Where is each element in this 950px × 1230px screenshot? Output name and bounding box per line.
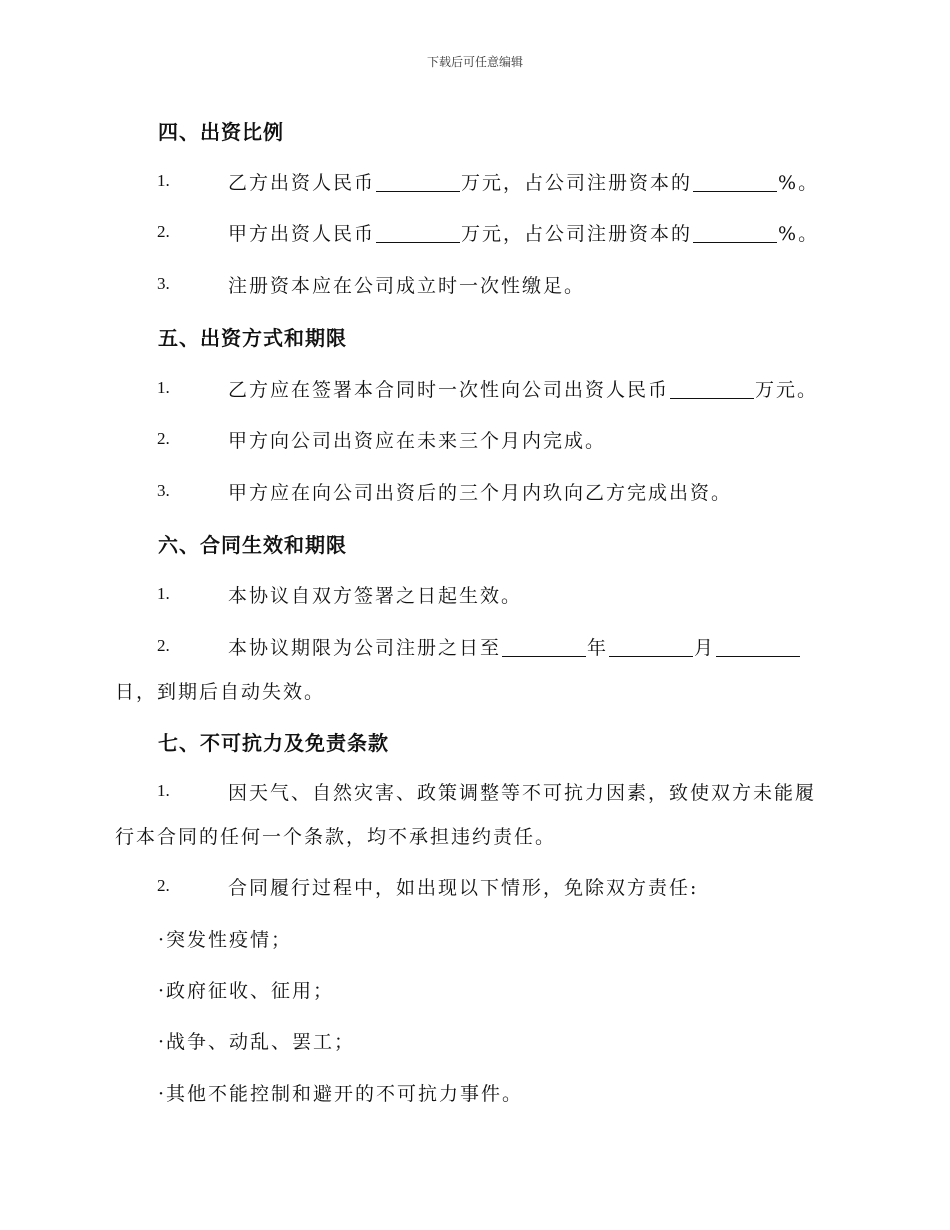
blank-field[interactable] [376,224,460,243]
clause-number: 2. [157,222,170,241]
clause-number: 2. [157,636,170,655]
blank-field[interactable] [693,224,777,243]
clause-text: 本协议期限为公司注册之日至 年 月 [228,633,801,660]
clause-text-continuation: 行本合同的任何一个条款，均不承担违约责任。 [115,826,557,848]
blank-field[interactable] [693,173,777,192]
clause-text: 因天气、自然灾害、政策调整等不可抗力因素，致使双方未能履 [228,782,817,804]
clause-number: 1. [157,171,170,190]
clause-number: 1. [157,781,170,800]
blank-field[interactable] [376,173,460,192]
clause-text: 甲方向公司出资应在未来三个月内完成。 [228,430,607,452]
clause-text: 甲方出资人民币 万元，占公司注册资本的 %。 [228,223,820,245]
bullet-item: ·战争、动乱、罢工； [158,1031,356,1053]
blank-field[interactable] [502,638,586,657]
clause-text: 乙方应在签署本合同时一次性向公司出资人民币 万元。 [228,379,819,401]
clause-text: 合同履行过程中，如出现以下情形，免除双方责任: [228,877,699,899]
clause-text: 注册资本应在公司成立时一次性缴足。 [228,275,586,297]
clause-number: 2. [157,876,170,895]
clause-text: 本协议自双方签署之日起生效。 [228,585,523,607]
clause-text: 乙方出资人民币 万元，占公司注册资本的 %。 [228,172,820,194]
bullet-item: ·政府征收、征用； [158,980,335,1002]
blank-field[interactable] [609,638,693,657]
section-heading-7: 七、不可抗力及免责条款 [158,731,389,755]
clause-number: 1. [157,584,170,603]
blank-field[interactable] [716,638,800,657]
section-heading-6: 六、合同生效和期限 [158,533,347,557]
clause-number: 2. [157,429,170,448]
clause-number: 1. [157,378,170,397]
page-header: 下载后可任意编辑 [426,55,523,69]
section-heading-5: 五、出资方式和期限 [158,326,347,350]
blank-field[interactable] [670,380,754,399]
clause-number: 3. [157,274,170,293]
bullet-item: ·其他不能控制和避开的不可抗力事件。 [158,1083,524,1105]
section-heading-4: 四、出资比例 [158,120,284,144]
clause-number: 3. [157,481,170,500]
clause-text-continuation: 日，到期后自动失效。 [115,681,326,703]
bullet-item: ·突发性疫情； [158,929,293,951]
clause-text: 甲方应在向公司出资后的三个月内玖向乙方完成出资。 [228,482,733,504]
